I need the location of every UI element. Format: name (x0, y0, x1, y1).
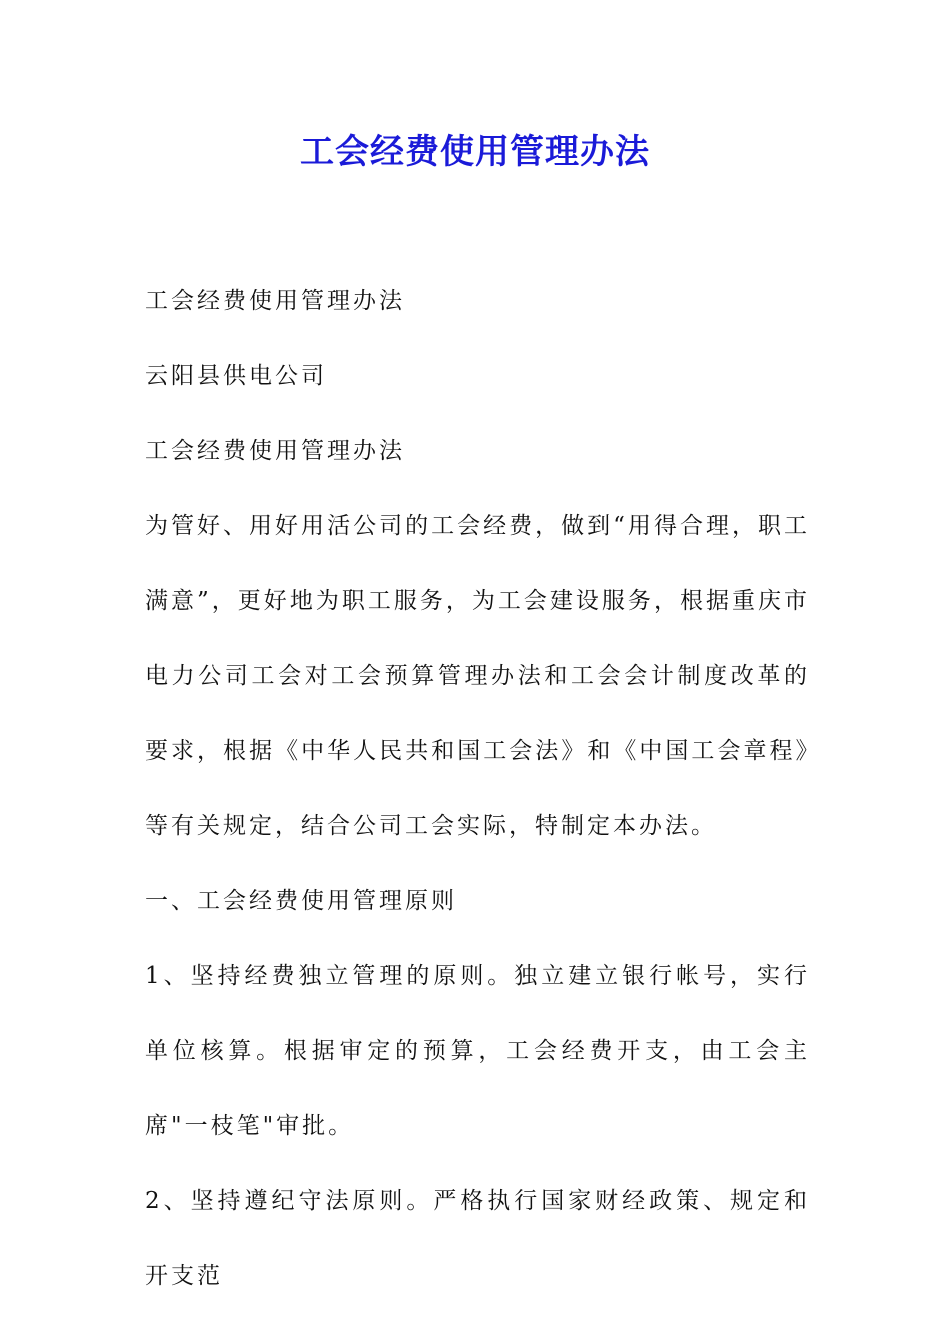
body-paragraph-heading: 工会经费使用管理办法 (145, 288, 405, 314)
body-paragraph-company: 云阳县供电公司 (145, 363, 327, 389)
body-paragraph-subheading: 工会经费使用管理办法 (145, 438, 405, 464)
body-paragraph-intro: 为管好、用好用活公司的工会经费，做到“用得合理，职工满意”，更好地为职工服务，为工会建设服务，根据重庆市电力公司工会对工会预算管理办法和工会会计制度改革的要求，根据《中华人民共和国工会法》和《中国工会章程》等有关规定，结合公司工会实际，特制定本办法。 (145, 513, 810, 839)
body-paragraph-principle-2: 2、坚持遵纪守法原则。严格执行国家财经政策、规定和开支范 (145, 1188, 810, 1289)
body-paragraph-principle-1: 1、坚持经费独立管理的原则。独立建立银行帐号，实行单位核算。根据审定的预算，工会经费开支，由工会主席"一枝笔"审批。 (145, 963, 810, 1139)
section-heading-principles: 一、工会经费使用管理原则 (145, 888, 457, 914)
document-body (145, 264, 810, 1314)
document-title: 工会经费使用管理办法 (300, 132, 650, 172)
